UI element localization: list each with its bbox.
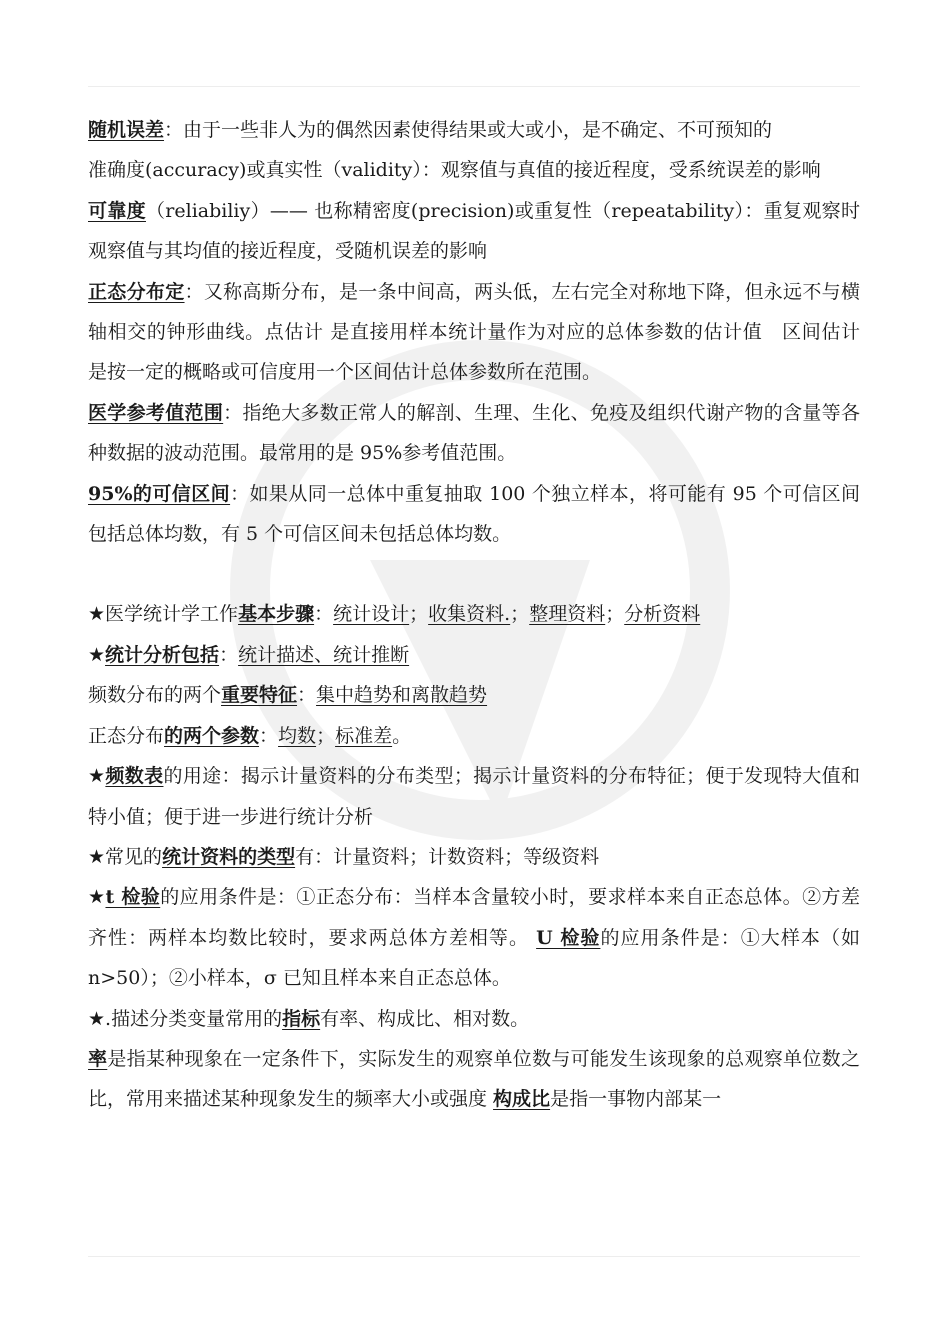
paragraph-normal-distribution: 正态分布定：又称高斯分布，是一条中间高，两头低，左右完全对称地下降，但永远不与横轴相交的钟形曲线。点估计 是直接用样本统计量作为对应的总体参数的估计值 区间估计 是按一定的概略或可信度用一个区间估计总体参数所在范围。: [88, 280, 860, 384]
paragraph-confidence-interval: 95%的可信区间：如果从同一总体中重复抽取 100 个独立样本，将可能有 95 个可信区间包括总体均数，有 5 个可信区间未包括总体均数。: [88, 482, 860, 546]
paragraph-frequency-features: 频数分布的两个重要特征：集中趋势和离散趋势: [88, 684, 488, 707]
term-reliability: 可靠度: [88, 199, 146, 222]
star-icon: ★: [88, 765, 106, 788]
paragraph-data-types: ★常见的统计资料的类型有：计量资料；计数资料；等级资料: [88, 845, 600, 868]
paragraph-normal-parameters: 正态分布的两个参数：均数；标准差。: [88, 724, 412, 747]
header-rule: [88, 86, 860, 87]
document-body: [88, 110, 860, 1120]
paragraph-analysis-includes: ★统计分析包括：统计描述、统计推断: [88, 643, 410, 666]
paragraph-reference-range: 医学参考值范围：指绝大多数正常人的解剖、生理、生化、免疫及组织代谢产物的含量等各种数据的波动范围。最常用的是 95%参考值范围。: [88, 401, 860, 465]
term-normal-distribution: 正态分布定: [88, 280, 185, 303]
paragraph-frequency-table: ★频数表的用途：揭示计量资料的分布类型；揭示计量资料的分布特征；便于发现特大值和特小值；便于进一步进行统计分析: [88, 765, 860, 828]
star-icon: ★: [88, 845, 106, 868]
paragraph-t-test: ★t 检验的应用条件是：①正态分布：当样本含量较小时，要求样本来自正态总体。②方差齐性：两样本均数比较时，要求两总体方差相等。 U 检验的应用条件是：①大样本（如 n>50）；②小样本，σ 已知且样本来自正态总体。: [88, 886, 860, 990]
star-icon: ★: [88, 886, 106, 909]
star-icon: ★: [88, 643, 106, 666]
star-icon: ★: [88, 603, 106, 626]
term-confidence-interval: 95%的可信区间: [88, 482, 231, 505]
star-icon: ★: [88, 1007, 106, 1030]
term-random-error: 随机误差: [88, 119, 165, 141]
paragraph-indicators: ★.描述分类变量常用的指标有率、构成比、相对数。: [88, 1007, 530, 1030]
footer-rule: [88, 1256, 860, 1257]
paragraph-basic-steps: ★医学统计学工作基本步骤：统计设计；收集资料.；整理资料；分析资料: [88, 603, 701, 626]
term-reference-range: 医学参考值范围: [88, 401, 224, 424]
paragraph-reliability: 可靠度（reliabiliy）—— 也称精密度(precision)或重复性（repeatability）：重复观察时观察值与其均值的接近程度，受随机误差的影响: [88, 199, 860, 263]
paragraph-random-error: 随机误差：由于一些非人为的偶然因素使得结果或大或小，是不确定、不可预知的: [88, 119, 773, 141]
paragraph-accuracy: 准确度(accuracy)或真实性（validity）：观察值与真值的接近程度，受系统误差的影响: [88, 159, 821, 182]
paragraph-rate: 率是指某种现象在一定条件下，实际发生的观察单位数与可能发生该现象的总观察单位数之比，常用来描述某种现象发生的频率大小或强度 构成比是指一事物内部某一: [88, 1047, 860, 1111]
